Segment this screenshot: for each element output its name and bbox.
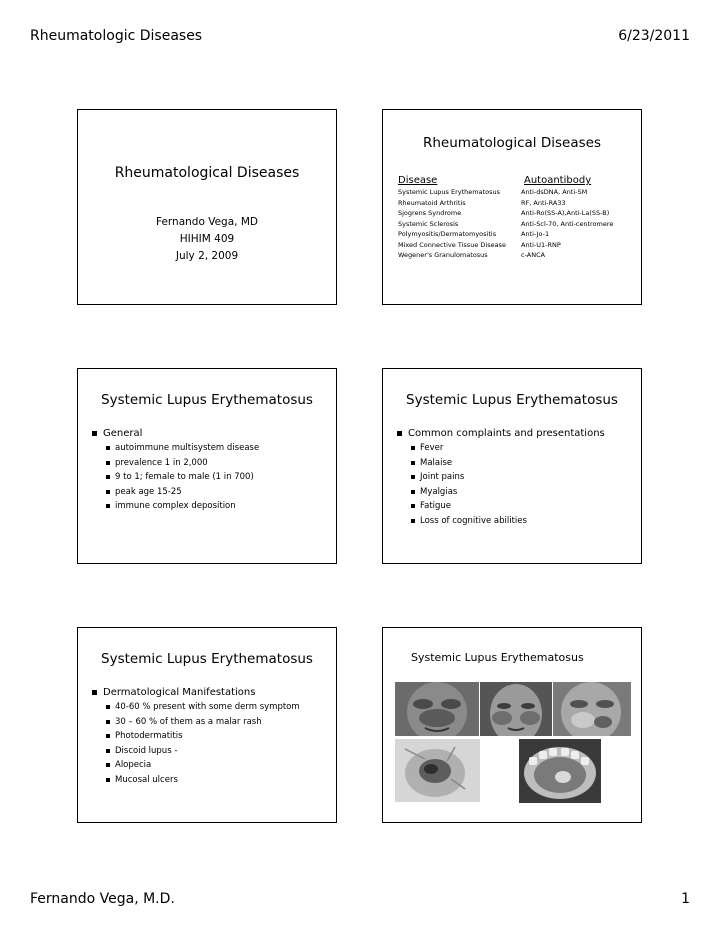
bullet-text: 30 – 60 % of them as a malar rash — [115, 716, 262, 727]
table-row — [398, 251, 638, 262]
list-item — [90, 775, 335, 790]
bullet-text: Loss of cognitive abilities — [420, 515, 527, 526]
slide-1 — [77, 109, 337, 305]
list-item — [90, 443, 335, 458]
page-number: 1 — [681, 891, 690, 907]
list-item — [90, 501, 335, 516]
square-bullet-icon — [92, 690, 97, 695]
square-bullet-icon — [106, 734, 110, 738]
oral-ulcer-photo — [519, 739, 601, 803]
square-bullet-icon — [411, 504, 415, 508]
list-item — [395, 428, 640, 443]
slide-3 — [77, 368, 337, 564]
list-item — [90, 760, 335, 775]
square-bullet-icon — [106, 446, 110, 450]
presentation-date: July 2, 2009 — [175, 250, 239, 262]
square-bullet-icon — [106, 504, 110, 508]
face-photo-1 — [395, 682, 479, 736]
table-cell-autoantibody: Anti-Jo-1 — [521, 230, 550, 238]
bullet-text: Myalgias — [420, 486, 458, 497]
bullet-text: General — [103, 428, 143, 439]
square-bullet-icon — [106, 461, 110, 465]
list-item — [90, 428, 335, 443]
scalp-lesion-photo — [395, 739, 480, 802]
column-header-autoantibody: Autoantibody — [524, 175, 592, 186]
slide-6 — [382, 627, 642, 823]
table-header — [398, 175, 638, 188]
page-header — [30, 28, 690, 48]
table-cell-disease: Sjogrens Syndrome — [398, 209, 462, 217]
slide-title: Systemic Lupus Erythematosus — [411, 651, 584, 664]
slide-5 — [77, 627, 337, 823]
table-cell-autoantibody: RF, Anti-RA33 — [521, 198, 566, 207]
bullet-text: 40-60 % present with some derm symptom — [115, 702, 300, 712]
list-item — [90, 687, 335, 702]
table-cell-disease: Wegener's Granulomatosus — [398, 251, 488, 259]
list-item — [90, 458, 335, 473]
table-cell-disease: Rheumatoid Arthritis — [398, 198, 466, 207]
face-photo-3 — [553, 682, 631, 736]
bullet-list — [395, 428, 640, 531]
table-row — [398, 220, 638, 231]
table-row — [398, 241, 638, 252]
bullet-text: Mucosal ulcers — [115, 774, 178, 785]
list-item — [90, 702, 335, 717]
bullet-text: autoimmune multisystem disease — [115, 443, 260, 453]
table-cell-autoantibody: c-ANCA — [521, 251, 546, 259]
square-bullet-icon — [106, 720, 110, 724]
disease-autoantibody-table — [398, 175, 638, 262]
square-bullet-icon — [397, 431, 402, 436]
presenter-name: Fernando Vega, MD — [156, 216, 258, 228]
bullet-text: Dermatological Manifestations — [103, 687, 256, 698]
bullet-text: Alopecia — [115, 760, 152, 771]
bullet-text: Fatigue — [420, 501, 452, 512]
course-code: HIHIM 409 — [179, 233, 235, 245]
list-item — [395, 472, 640, 487]
bullet-text: Photodermatitis — [115, 731, 183, 742]
bullet-text: peak age 15-25 — [115, 486, 182, 497]
face-photo-2 — [480, 682, 552, 736]
list-item — [395, 487, 640, 502]
table-cell-disease: Polymyositis/Dermatomyositis — [398, 230, 497, 238]
square-bullet-icon — [106, 490, 110, 494]
bullet-text: Joint pains — [420, 472, 465, 483]
footer-author: Fernando Vega, M.D. — [30, 891, 175, 907]
square-bullet-icon — [106, 778, 110, 782]
bullet-list — [90, 428, 335, 516]
bullet-text: Malaise — [420, 457, 453, 468]
square-bullet-icon — [92, 431, 97, 436]
table-row — [398, 188, 638, 199]
page-footer — [30, 891, 690, 911]
list-item — [90, 472, 335, 487]
slide-title: Rheumatological Diseases — [423, 135, 601, 151]
square-bullet-icon — [106, 749, 110, 753]
bullet-text: Common complaints and presentations — [408, 428, 605, 439]
header-date: 6/23/2011 — [618, 28, 690, 44]
bullet-text: 9 to 1; female to male (1 in 700) — [115, 472, 254, 483]
list-item — [90, 746, 335, 761]
slide-title: Rheumatological Diseases — [114, 165, 300, 181]
square-bullet-icon — [411, 446, 415, 450]
square-bullet-icon — [411, 519, 415, 523]
list-item — [395, 458, 640, 473]
slide-4 — [382, 368, 642, 564]
list-item — [90, 731, 335, 746]
slide-title: Systemic Lupus Erythematosus — [406, 392, 618, 408]
table-cell-disease: Systemic Lupus Erythematosus — [398, 188, 501, 196]
header-title: Rheumatologic Diseases — [30, 28, 203, 44]
square-bullet-icon — [411, 475, 415, 479]
table-cell-disease: Mixed Connective Tissue Disease — [398, 240, 506, 249]
list-item — [90, 487, 335, 502]
table-row — [398, 199, 638, 210]
slide-title: Systemic Lupus Erythematosus — [101, 651, 313, 667]
slide-2 — [382, 109, 642, 305]
table-row — [398, 209, 638, 220]
table-cell-autoantibody: Anti-Ro(SS-A),Anti-La(SS-B) — [521, 209, 610, 217]
list-item — [395, 516, 640, 531]
square-bullet-icon — [106, 705, 110, 709]
table-row — [398, 230, 638, 241]
bullet-text: Fever — [420, 443, 444, 453]
slide-title: Systemic Lupus Erythematosus — [101, 392, 313, 408]
table-cell-autoantibody: Anti-dsDNA, Anti-SM — [521, 188, 588, 196]
square-bullet-icon — [411, 490, 415, 494]
square-bullet-icon — [106, 763, 110, 767]
square-bullet-icon — [106, 475, 110, 479]
list-item — [395, 443, 640, 458]
bullet-text: prevalence 1 in 2,000 — [115, 457, 208, 468]
list-item — [90, 717, 335, 732]
column-header-disease: Disease — [398, 175, 438, 186]
table-cell-disease: Systemic Sclerosis — [398, 219, 459, 228]
bullet-list — [90, 687, 335, 790]
table-cell-autoantibody: Anti-U1-RNP — [521, 240, 561, 249]
bullet-text: immune complex deposition — [115, 501, 236, 512]
list-item — [395, 501, 640, 516]
square-bullet-icon — [411, 461, 415, 465]
table-cell-autoantibody: Anti-Scl-70, Anti-centromere — [521, 219, 614, 228]
bullet-text: Discoid lupus - — [115, 745, 178, 756]
